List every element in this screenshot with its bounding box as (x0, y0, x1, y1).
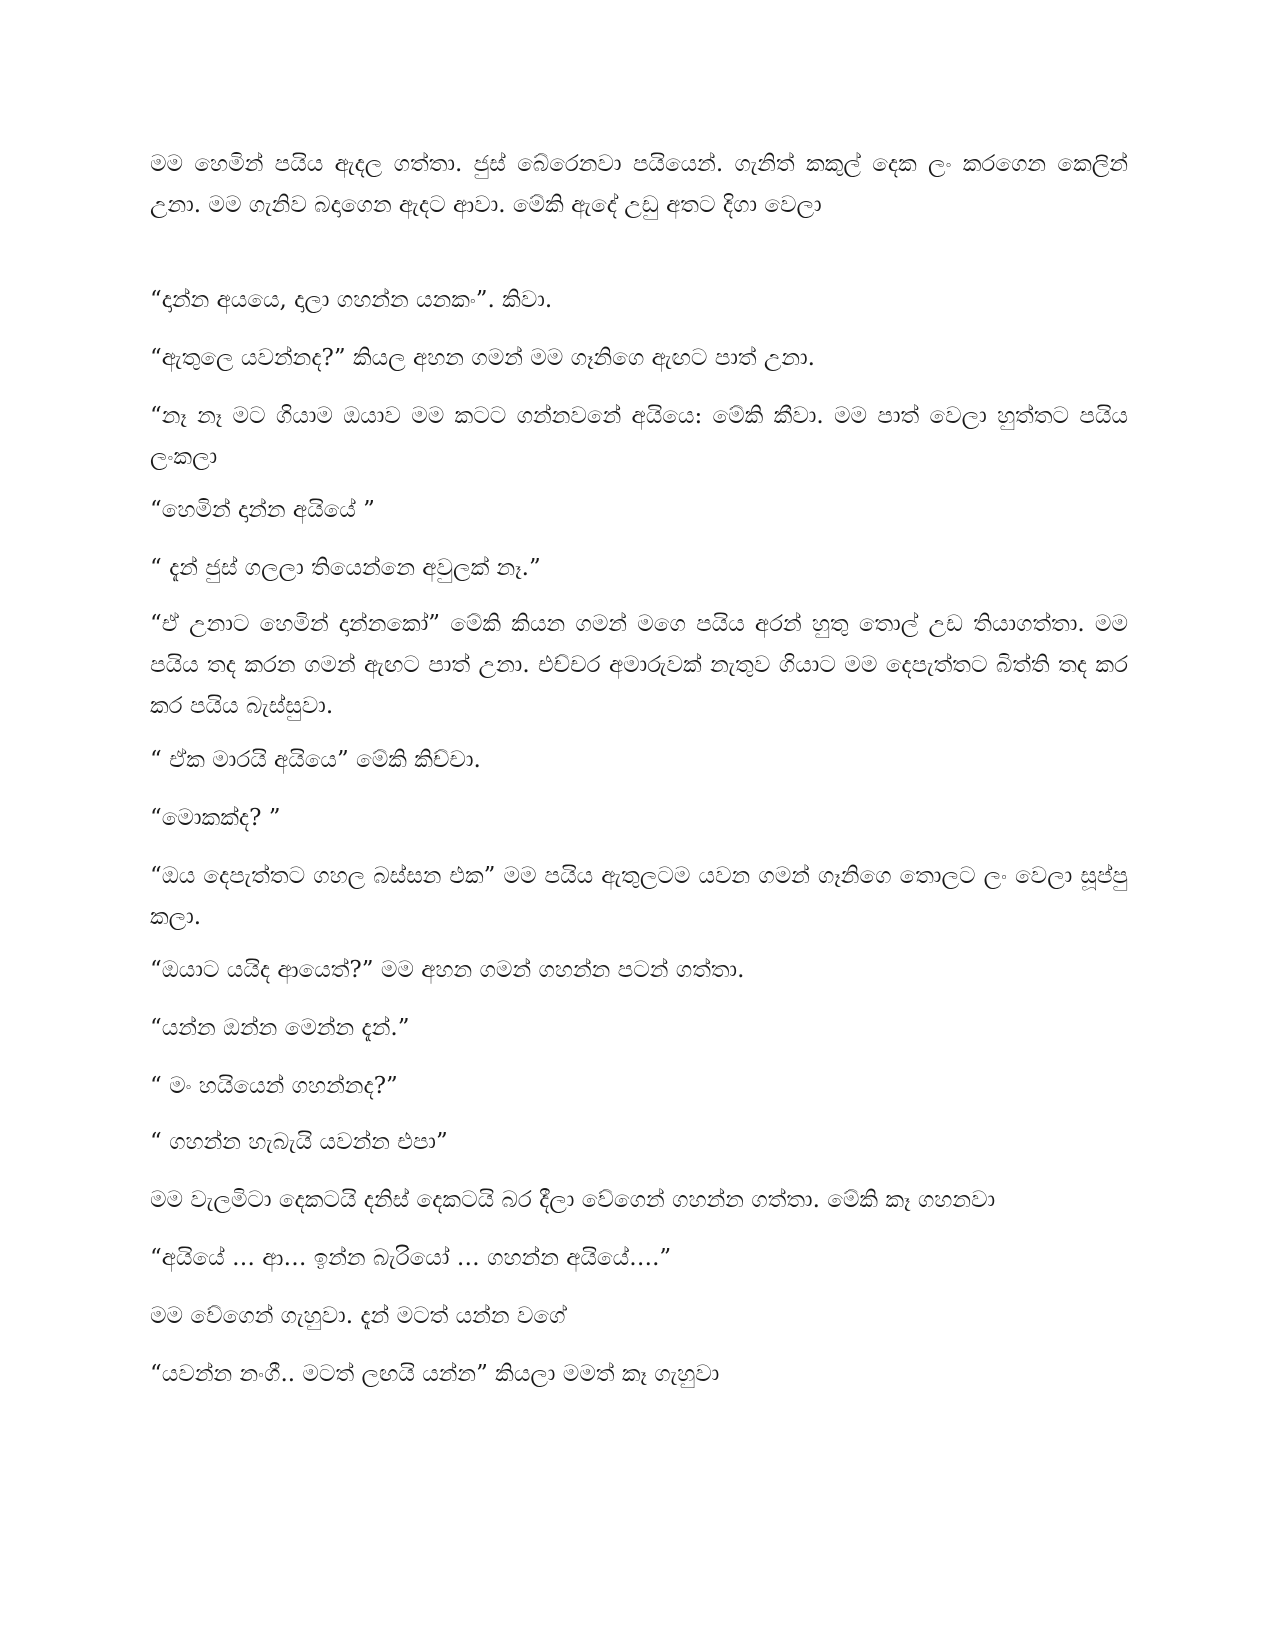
paragraph: “ඔයාට යයිද ආයෙත්?” මම අහන ගමන් ගහන්න පටන් ගත්තා. (150, 957, 745, 983)
paragraph: “ දැන් ජුස් ගලලා තියෙන්නෙ අවුලක් නෑ.” (150, 555, 541, 581)
paragraph: “යන්න ඔන්න මෙන්න දැන්.” (150, 1015, 410, 1041)
paragraph: “යවන්න නංගී.. මටත් ලඟයි යන්න” කියලා මමත් කෑ ගැහුවා (150, 1361, 720, 1387)
paragraph: “දාන්න අයයෙ, දාලා ගහන්න යනකං”. කිවා. (150, 287, 553, 313)
paragraph: “ඒ උනාට හෙමින් දාන්නකෝ” මේකි කියන ගමන් මගෙ පයිය අරන් හුතු තොල් උඩ තියාගත්තා. මම පයිය තද කරන ගමන් ඇඟට පාත් උනා. එච්චර අමාරුවක් නැතුව ගියාට මම දෙපැත්තට බිත්ති තද කර කර පයිය බැස්සුවා. (150, 611, 1128, 719)
paragraph: මම වැලමිටා දෙකටයි දනිස් දෙකටයි බර දීලා වේගෙන් ගහන්න ගත්තා. මේකි කෑ ගහනවා (150, 1187, 996, 1213)
paragraph: මම හෙමින් පයිය ඇදල ගත්තා. ජුස් බේරෙනවා පයියෙන්. ගැනිත් කකුල් දෙක ලං කරගෙන කෙලින් උනා. මම ගැනිව බදාගෙන ඇදට ආවා. මේකි ඇදේ උඩු අතට දිගා වෙලා (150, 151, 1128, 218)
paragraph: “මොකක්ද? ” (150, 805, 281, 831)
paragraph: “අයියේ … ආ… ඉන්න බැරියෝ … ගහන්න අයියේ….” (150, 1245, 672, 1271)
paragraph: “ ගහන්න හැබැයි යවන්න එපා” (150, 1129, 448, 1155)
paragraph: “හෙමින් දාන්න අයියේ ” (150, 497, 375, 523)
paragraph: “ මං හයියෙන් ගහන්නද?” (150, 1073, 398, 1099)
paragraph: මම වේගෙන් ගැහුවා. දැන් මටත් යන්න වගේ (150, 1303, 566, 1329)
paragraph: “ ඒක මාරයි අයියෙ” මේකි කිච්චා. (150, 747, 481, 773)
paragraph: “ඇතුලෙ යවන්නද?” කියල අහන ගමන් මම ගෑනිගෙ ඇඟට පාත් උනා. (150, 345, 815, 371)
paragraph: “නෑ නෑ මට ගියාම ඔයාව මම කටට ගන්නවනේ අයියෙ: මේකි කීවා. මම පාත් වෙලා හුත්තට පයිය ලංකලා (150, 403, 1128, 470)
paragraph: “ඔය දෙපැත්තට ගහල බස්සන එක” මම පයිය ඇතුලටම යවන ගමන් ගෑනිගෙ තොලට ලං වෙලා සූප්පු කලා. (150, 863, 1128, 930)
